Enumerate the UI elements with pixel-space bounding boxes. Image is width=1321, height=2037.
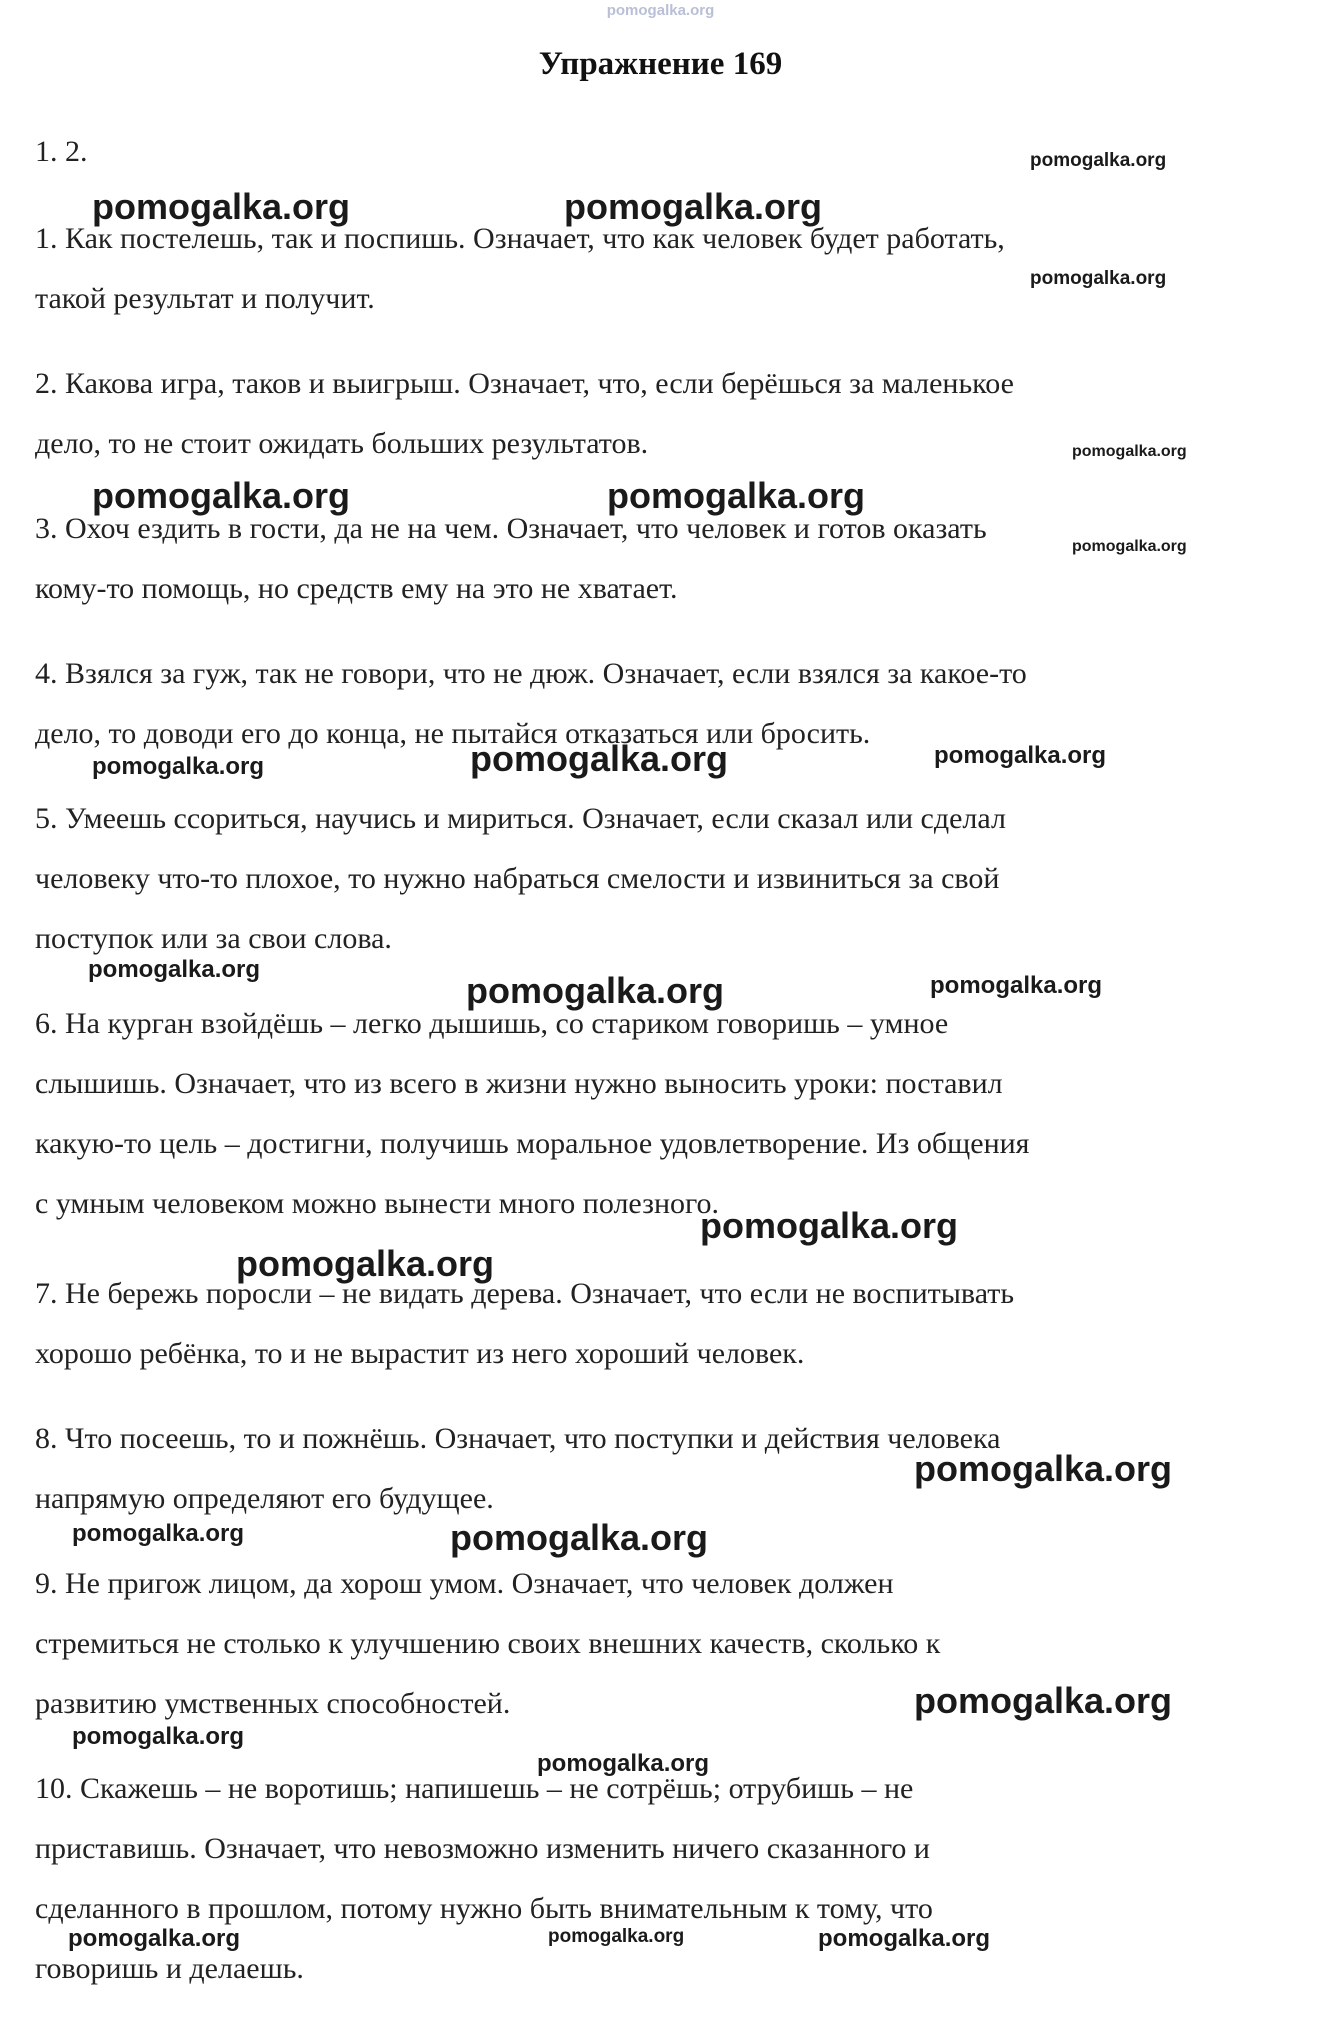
watermark: pomogalka.org	[72, 1723, 245, 1750]
text-line: 1. Как постелешь, так и поспишь. Означает, что как человек будет работать,	[35, 222, 1005, 255]
text-line: поступок или за свои слова.	[35, 922, 392, 955]
text-line: дело, то доводи его до конца, не пытайся отказаться или бросить.	[35, 717, 871, 750]
watermark: pomogalka.org	[914, 1680, 1173, 1721]
watermark: pomogalka.org	[68, 1925, 241, 1952]
text-line: стремиться не столько к улучшению своих внешних качеств, сколько к	[35, 1627, 941, 1660]
watermark: pomogalka.org	[1072, 538, 1187, 555]
watermark: pomogalka.org	[236, 1243, 495, 1284]
intro-line: 1. 2.	[35, 135, 88, 168]
text-line: дело, то не стоит ожидать больших результатов.	[35, 427, 649, 460]
watermark: pomogalka.org	[700, 1205, 959, 1246]
watermark: pomogalka.org	[930, 972, 1103, 999]
text-line: 4. Взялся за гуж, так не говори, что не дюж. Означает, если взялся за какое-то	[35, 657, 1027, 690]
watermark: pomogalka.org	[72, 1520, 245, 1547]
watermark: pomogalka.org	[92, 753, 265, 780]
text-line: 9. Не пригож лицом, да хорош умом. Означает, что человек должен	[35, 1567, 894, 1600]
watermark: pomogalka.org	[1030, 268, 1167, 289]
text-line: напрямую определяют его будущее.	[35, 1482, 494, 1515]
text-line: 6. На курган взойдёшь – легко дышишь, со стариком говоришь – умное	[35, 1007, 949, 1040]
text-line: развитию умственных способностей.	[35, 1687, 511, 1720]
watermark: pomogalka.org	[450, 1517, 709, 1558]
watermark: pomogalka.org	[470, 738, 729, 779]
text-line: приставишь. Означает, что невозможно изменить ничего сказанного и	[35, 1832, 930, 1865]
page-title: Упражнение 169	[538, 46, 783, 82]
watermark: pomogalka.org	[1030, 150, 1167, 171]
text-line: говоришь и делаешь.	[35, 1952, 304, 1985]
watermark: pomogalka.org	[548, 1926, 685, 1947]
watermark: pomogalka.org	[92, 186, 351, 227]
text-line: человеку что-то плохое, то нужно набраться смелости и извиниться за свой	[35, 862, 1000, 895]
watermark: pomogalka.org	[92, 475, 351, 516]
text-line: 8. Что посеешь, то и пожнёшь. Означает, что поступки и действия человека	[35, 1422, 1001, 1455]
watermark: pomogalka.org	[537, 1750, 710, 1777]
text-line: с умным человеком можно вынести много полезного.	[35, 1187, 720, 1220]
text-line: 7. Не бережь поросли – не видать дерева. Означает, что если не воспитывать	[35, 1277, 1015, 1310]
text-line: 10. Скажешь – не воротишь; напишешь – не сотрёшь; отрубишь – не	[35, 1772, 914, 1805]
text-line: 5. Умеешь ссориться, научись и мириться. Означает, если сказал или сделал	[35, 802, 1006, 835]
text-line: хорошо ребёнка, то и не вырастит из него хороший человек.	[35, 1337, 805, 1370]
text-line: сделанного в прошлом, потому нужно быть внимательным к тому, что	[35, 1892, 933, 1925]
watermark: pomogalka.org	[1072, 443, 1187, 460]
text-line: какую-то цель – достигни, получишь моральное удовлетворение. Из общения	[35, 1127, 1030, 1160]
watermark: pomogalka.org	[564, 186, 823, 227]
text-line: 2. Какова игра, таков и выигрыш. Означает, что, если берёшься за маленькое	[35, 367, 1014, 400]
watermark: pomogalka.org	[88, 956, 261, 983]
watermark: pomogalka.org	[934, 742, 1107, 769]
text-line: такой результат и получит.	[35, 282, 375, 315]
watermark: pomogalka.org	[607, 475, 866, 516]
watermark: pomogalka.org	[818, 1925, 991, 1952]
watermark: pomogalka.org	[466, 970, 725, 1011]
text-line: кому-то помощь, но средств ему на это не хватает.	[35, 572, 678, 605]
watermark: pomogalka.org	[914, 1448, 1173, 1489]
text-line: слышишь. Означает, что из всего в жизни нужно выносить уроки: поставил	[35, 1067, 1003, 1100]
top-watermark: pomogalka.org	[606, 2, 715, 19]
text-line: 3. Охоч ездить в гости, да не на чем. Означает, что человек и готов оказать	[35, 512, 987, 545]
